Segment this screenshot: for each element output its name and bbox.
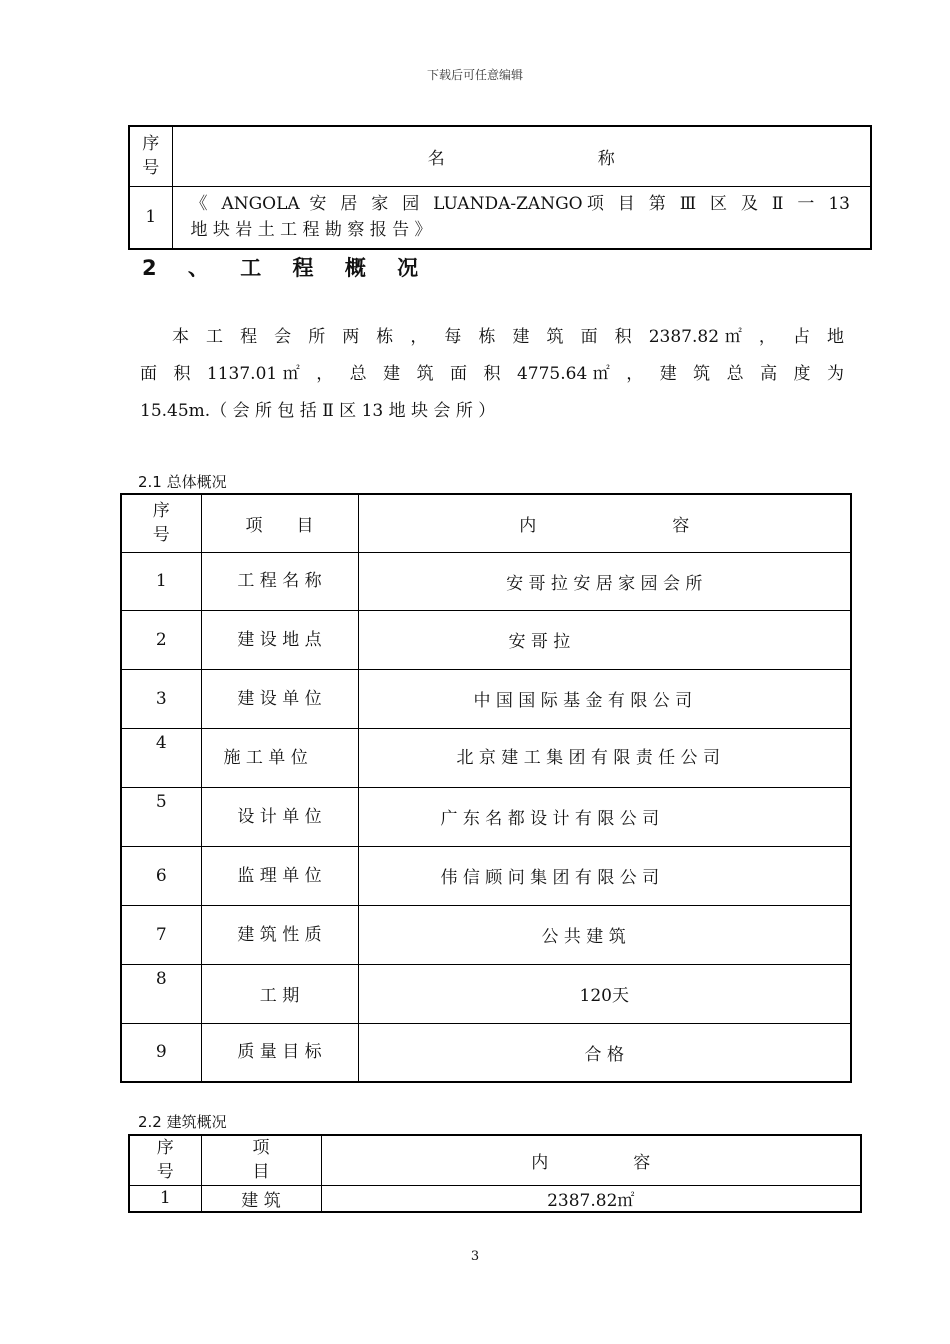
table-row [121, 552, 851, 610]
row-title [172, 186, 871, 249]
table-header-row [129, 1135, 861, 1185]
table-row [121, 905, 851, 964]
row-no: 1 [121, 552, 201, 610]
row-item: 质 量 目 标 [201, 1023, 358, 1082]
row-content: 120天 [358, 964, 851, 1023]
row-no: 3 [121, 669, 201, 728]
row-no: 9 [121, 1023, 201, 1082]
table-row [121, 669, 851, 728]
intro-line2: 面 积 1137.01㎡ ， 总 建 筑 面 积 4775.64㎡ ， 建 筑 总 高 度 为 [140, 364, 844, 384]
intro-paragraph [140, 319, 844, 430]
row-no: 5 [121, 787, 201, 846]
row-item: 建 设 地 点 [201, 610, 358, 669]
subsection-2-1-title: 2.1 总体概况 [138, 473, 227, 491]
overview-table [120, 493, 852, 1083]
row-content: 合 格 [358, 1023, 851, 1082]
row-no: 6 [121, 846, 201, 905]
header-no: 序号 [129, 1135, 201, 1185]
row-no: 8 [121, 964, 201, 1023]
header-content: 内 容 [321, 1135, 861, 1185]
table-row [121, 610, 851, 669]
building-table [128, 1134, 862, 1213]
row-item: 工 程 名 称 [201, 552, 358, 610]
table-row [121, 846, 851, 905]
subsection-2-2-title: 2.2 建筑概况 [138, 1113, 227, 1131]
header-content: 内 容 [358, 494, 851, 552]
report-table [128, 125, 872, 250]
row-item: 施 工 单 位 [201, 728, 358, 787]
row-content: 安 哥 拉 [358, 610, 851, 669]
row-no: 7 [121, 905, 201, 964]
row-no: 1 [129, 186, 172, 249]
row-content: 安 哥 拉 安 居 家 园 会 所 [358, 552, 851, 610]
header-item: 项目 [201, 1135, 321, 1185]
table-row [121, 787, 851, 846]
header-no: 序号 [129, 126, 172, 186]
intro-line1: 本 工 程 会 所 两 栋 ， 每 栋 建 筑 面 积 2387.82㎡ ， 占 地 [172, 327, 844, 347]
row-content: 广 东 名 都 设 计 有 限 公 司 [358, 787, 851, 846]
row-item: 建 筑 性 质 [201, 905, 358, 964]
row-content: 2387.82㎡ [321, 1185, 861, 1212]
row-no: 4 [121, 728, 201, 787]
header-note: 下载后可任意编辑 [426, 68, 523, 82]
header-no: 序号 [121, 494, 201, 552]
row-item: 建 筑 [201, 1185, 321, 1212]
row-title-line1: 《 ANGOLA 安 居 家 园 LUANDA-ZANGO项 目 第 Ⅲ 区 及 Ⅱ 一 13 [190, 194, 850, 215]
table-row [121, 964, 851, 1023]
row-content: 中 国 国 际 基 金 有 限 公 司 [358, 669, 851, 728]
row-content: 北 京 建 工 集 团 有 限 责 任 公 司 [358, 728, 851, 787]
row-item: 监 理 单 位 [201, 846, 358, 905]
table-row [129, 186, 871, 249]
table-row [121, 728, 851, 787]
table-header-row [121, 494, 851, 552]
page-number: 3 [470, 1249, 480, 1264]
row-content: 伟 信 顾 问 集 团 有 限 公 司 [358, 846, 851, 905]
row-content: 公 共 建 筑 [358, 905, 851, 964]
row-no: 2 [121, 610, 201, 669]
row-item: 工 期 [201, 964, 358, 1023]
table-header-row [129, 126, 871, 186]
row-title-line2: 地 块 岩 土 工 程 勘 察 报 告 》 [190, 220, 432, 241]
row-item: 建 设 单 位 [201, 669, 358, 728]
row-item: 设 计 单 位 [201, 787, 358, 846]
intro-line3: 15.45m.（ 会 所 包 括 Ⅱ 区 13 地 块 会 所 ） [140, 401, 496, 421]
header-item: 项 目 [201, 494, 358, 552]
header-name: 名 称 [172, 126, 871, 186]
row-no: 1 [129, 1185, 201, 1212]
section-2-title: 2 、 工 程 概 况 [142, 256, 431, 280]
table-row [121, 1023, 851, 1082]
table-row [129, 1185, 861, 1212]
